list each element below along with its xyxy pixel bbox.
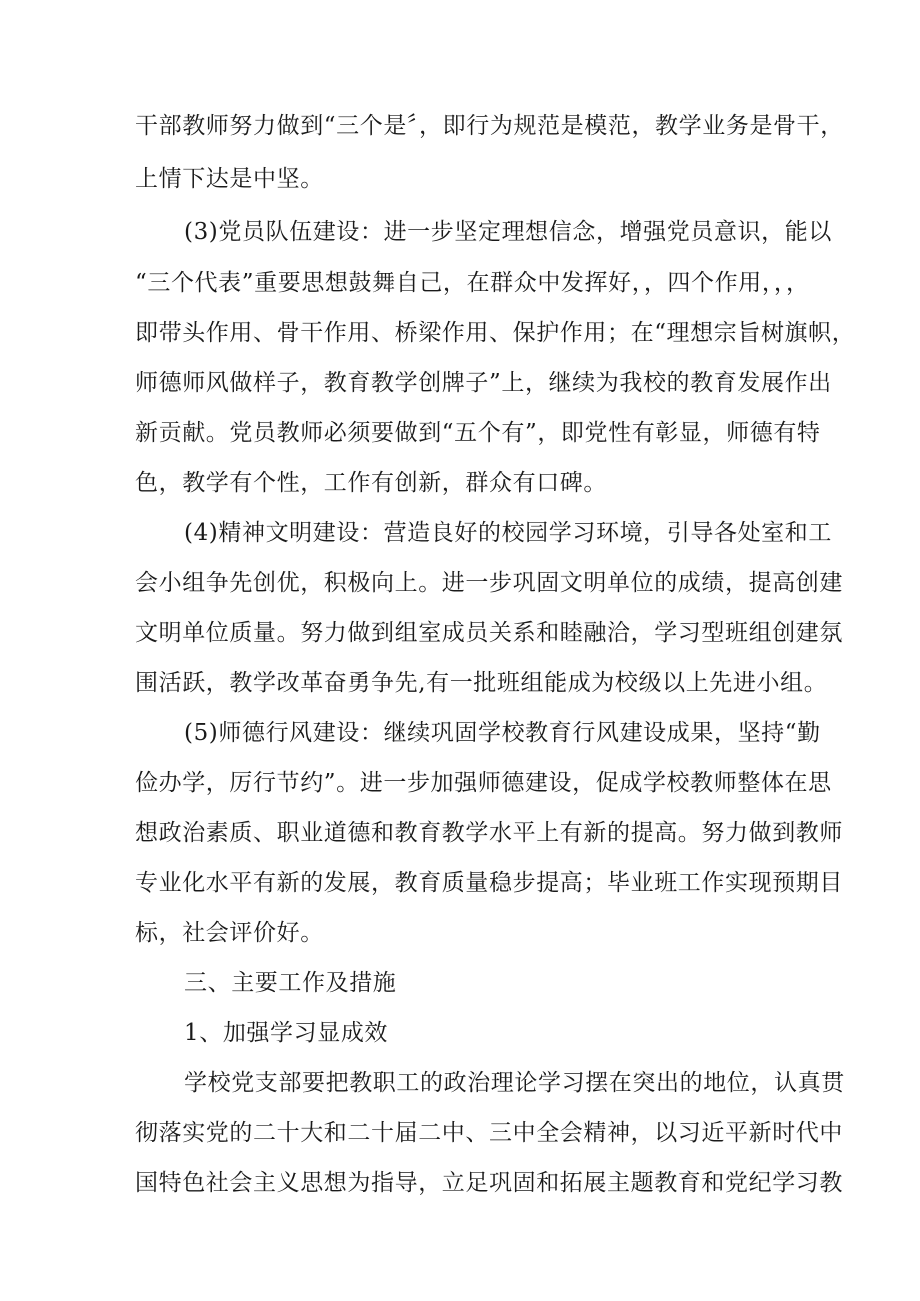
text-line: 会小组争先创优，积极向上。进一步巩固文明单位的成绩，提高创建 bbox=[135, 570, 843, 596]
text-line: (3)党员队伍建设：进一步坚定理想信念，增强党员意识，能以 bbox=[184, 219, 832, 245]
text-line: 师德师风做样子，教育教学创牌子”上，继续为我校的教育发展作出 bbox=[135, 370, 832, 396]
text-line: 专业化水平有新的发展，教育质量稳步提高；毕业班工作实现预期目 bbox=[135, 870, 843, 896]
text-line: 即带头作用、骨干作用、桥梁作用、保护作用；在“理想宗旨树旗帜， bbox=[135, 320, 856, 346]
text-line: 彻落实党的二十大和二十届二中、三中全会精神，以习近平新时代中 bbox=[135, 1120, 843, 1146]
text-line: “三个代表”重要思想鼓舞自己，在群众中发挥好，，四个作用，，， bbox=[135, 270, 810, 296]
text-line: 干部教师努力做到“三个是〞，即行为规范是模范，教学业务是骨干， bbox=[135, 113, 844, 139]
text-line: 文明单位质量。努力做到组室成员关系和睦融洽，学习型班组创建氛 bbox=[135, 620, 843, 646]
subsection-heading: 1、加强学习显成效 bbox=[184, 1020, 389, 1046]
text-line: 上情下达是中坚。 bbox=[135, 166, 324, 192]
text-line: 新贡献。党员教师必须要做到“五个有”，即党性有彰显，师德有特 bbox=[135, 420, 821, 446]
text-line: (5)师德行风建设：继续巩固学校教育行风建设成果，坚持“勤 bbox=[184, 720, 821, 746]
section-heading: 三、主要工作及措施 bbox=[184, 970, 397, 996]
text-line: 学校党支部要把教职工的政治理论学习摆在突出的地位，认真贯 bbox=[184, 1070, 845, 1096]
text-line: 色，教学有个性，工作有创新，群众有口碑。 bbox=[135, 470, 607, 496]
text-line: 国特色社会主义思想为指导，立足巩固和拓展主题教育和党纪学习教 bbox=[135, 1170, 843, 1196]
text-line: (4)精神文明建设：营造良好的校园学习环境，引导各处室和工 bbox=[184, 520, 832, 546]
text-line: 俭办学，厉行节约”。进一步加强师德建设，促成学校教师整体在思 bbox=[135, 770, 832, 796]
text-line: 围活跃，教学改革奋勇争先,有一批班组能成为校级以上先进小组。 bbox=[135, 670, 828, 696]
text-line: 标，社会评价好。 bbox=[135, 920, 324, 946]
text-line: 想政治素质、职业道德和教育教学水平上有新的提高。努力做到教师 bbox=[135, 820, 843, 846]
